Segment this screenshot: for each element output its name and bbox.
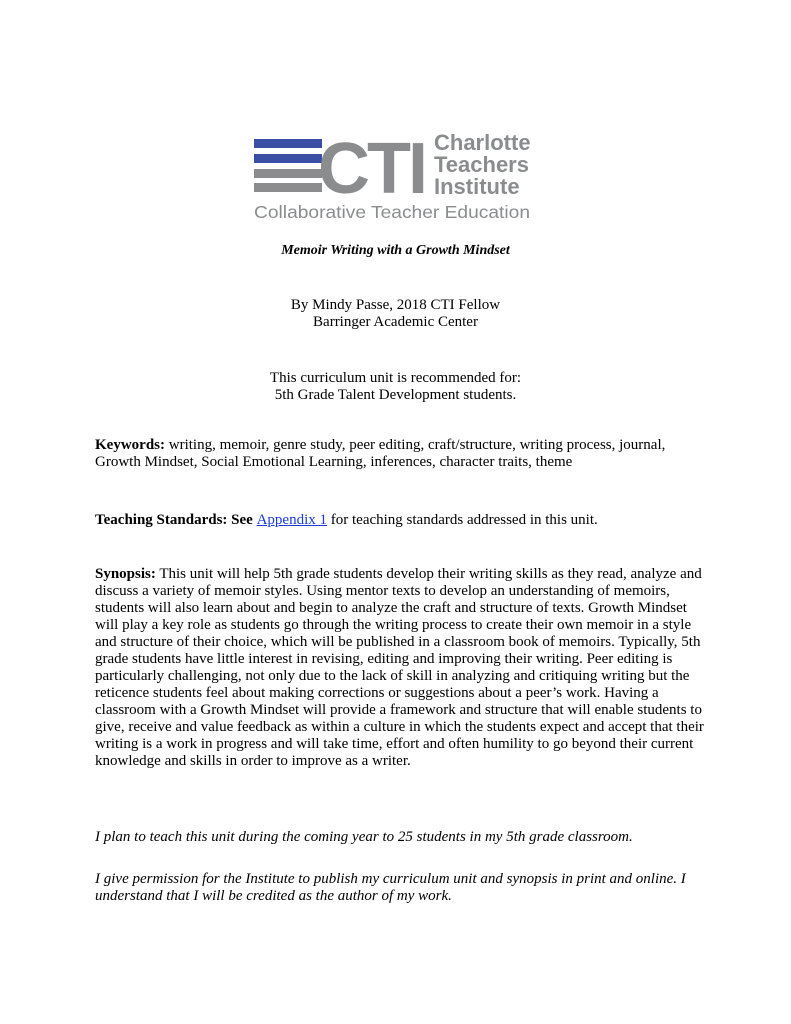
logo-name-line1: Charlotte: [434, 130, 531, 155]
plan-statement: I plan to teach this unit during the coming year to 25 students in my 5th grade classroom.: [95, 829, 633, 845]
recommendation: [0, 370, 791, 404]
synopsis-text: This unit will help 5th grade students develop their writing skills as they read, analyze and discuss a variety of memoir styles. Using mentor texts to develop an understanding of memoirs, students will also learn about and begin to analyze the craft and structure of texts. Growth Mindset will play a key role as students go through the writing process to create their own memoir in a style and structure of their choice, which will be published in a classroom book of memoirs. Typically, 5th grade students have little interest in revising, editing and improving their writing. Peer editing is particularly challenging, not only due to the lack of skill in analyzing and critiquing writing but the reticence students feel about making corrections or suggestions about a peer’s work. Having a classroom with a Growth Mindset will provide a framework and structure that will enable students to give, receive and value feedback as within a culture in which the students expect and accept that their writing is a work in progress and will take time, effort and often humility to go beyond their current knowledge and skills in order to improve as a writer.: [95, 566, 704, 769]
keywords-text: writing, memoir, genre study, peer editing, craft/structure, writing process, journal, Growth Mindset, Social Emotional Learning, inferences, character traits, theme: [95, 437, 666, 470]
logo-name-line2: Teachers: [434, 152, 529, 177]
keywords-label: Keywords:: [95, 437, 165, 453]
author-line: By Mindy Passe, 2018 CTI Fellow: [290, 297, 501, 313]
standards-see: See: [227, 512, 257, 528]
appendix-link[interactable]: Appendix 1: [256, 512, 327, 528]
logo-letters: CTI: [318, 130, 425, 209]
logo-stripe: [254, 169, 322, 178]
logo-name-line3: Institute: [434, 174, 520, 199]
logo-stripe: [254, 183, 322, 192]
logo-stripe: [254, 139, 322, 148]
unit-title: Memoir Writing with a Growth Mindset: [281, 243, 510, 258]
logo-stripe: [254, 154, 322, 163]
cti-logo: [252, 130, 542, 225]
recommendation-line1: This curriculum unit is recommended for:: [269, 370, 522, 386]
school-line: Barringer Academic Center: [313, 314, 478, 330]
standards-label: Teaching Standards:: [95, 512, 228, 528]
logo-tagline: Collaborative Teacher Education: [254, 202, 530, 222]
byline: [0, 297, 791, 331]
keywords-paragraph: [95, 437, 705, 471]
synopsis-paragraph: [95, 566, 705, 770]
standards-paragraph: [95, 512, 705, 529]
permission-statement: I give permission for the Institute to publish my curriculum unit and synopsis in print and online. I understand that I will be credited as the author of my work.: [95, 871, 686, 904]
standards-text: for teaching standards addressed in this unit.: [327, 512, 598, 528]
recommendation-line2: 5th Grade Talent Development students.: [274, 387, 517, 403]
synopsis-label: Synopsis:: [95, 566, 156, 582]
